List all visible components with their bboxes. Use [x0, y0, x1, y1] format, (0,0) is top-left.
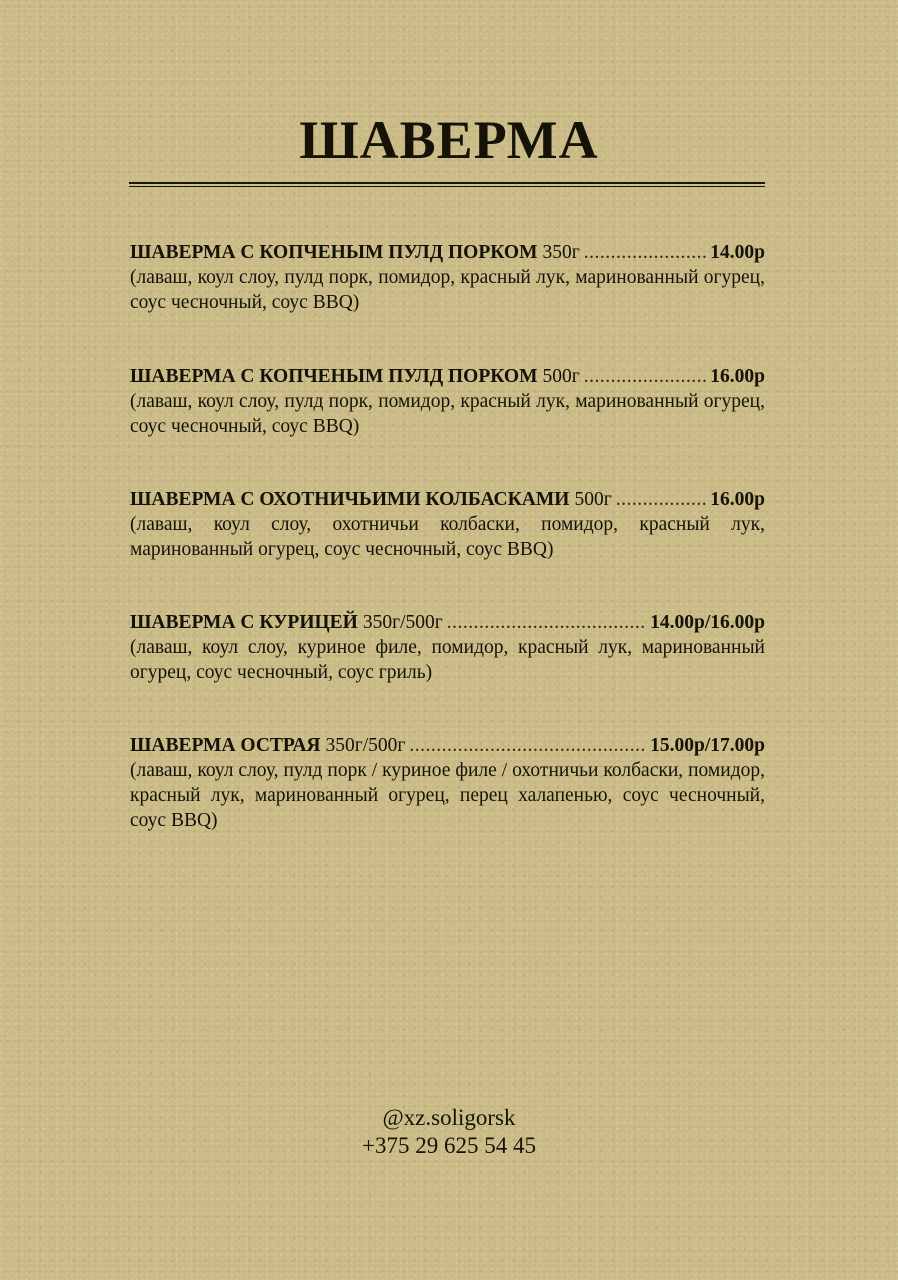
title-divider-thin: [129, 186, 765, 187]
title-divider-thick: [129, 182, 765, 184]
menu-item-header: [130, 610, 765, 635]
menu-item-description: (лаваш, коул слоу, охотничьи колбаски, помидор, красный лук, маринованный огурец, соус чесночный, соус BBQ): [130, 514, 765, 560]
dot-leader: [616, 487, 707, 512]
menu-item-header: [130, 364, 765, 389]
menu-item-weight: 350г: [542, 242, 580, 263]
menu-item: [130, 364, 765, 439]
menu-item: [130, 240, 765, 315]
menu-item-weight: 500г: [542, 366, 580, 387]
dot-leader: [584, 364, 707, 389]
menu-item-name: ШАВЕРМА ОСТРАЯ: [130, 735, 321, 756]
dot-leader: [584, 240, 707, 265]
dot-leader: [409, 733, 646, 758]
menu-item: [130, 610, 765, 685]
menu-item-name: ШАВЕРМА С КУРИЦЕЙ: [130, 612, 358, 633]
menu-item-description: (лаваш, коул слоу, пулд порк, помидор, красный лук, маринованный огурец, соус чесночный, соус BBQ): [130, 391, 765, 437]
menu-item-header: [130, 487, 765, 512]
menu-item: [130, 487, 765, 562]
page-title: ШАВЕРМА: [299, 110, 599, 170]
menu-item-header: [130, 733, 765, 758]
phone-number: +375 29 625 54 45: [362, 1133, 536, 1158]
menu-item-weight: 350г/500г: [362, 612, 443, 633]
menu-item-price: 14.00р: [710, 242, 765, 263]
menu-item-description: (лаваш, коул слоу, пулд порк / куриное филе / охотничьи колбаски, помидор, красный лук, маринованный огурец, перец халапенью, соус чесночный, соус BBQ): [130, 760, 765, 831]
menu-item-header: [130, 240, 765, 265]
menu-item-description: (лаваш, коул слоу, пулд порк, помидор, красный лук, маринованный огурец, соус чесночный, соус BBQ): [130, 267, 765, 313]
instagram-handle: @xz.soligorsk: [382, 1105, 516, 1130]
menu-item-price: 15.00р/17.00р: [650, 735, 765, 756]
menu-item-weight: 350г/500г: [325, 735, 406, 756]
menu-item-name: ШАВЕРМА С КОПЧЕНЫМ ПУЛД ПОРКОМ: [130, 366, 538, 387]
menu-item-name: ШАВЕРМА С КОПЧЕНЫМ ПУЛД ПОРКОМ: [130, 242, 538, 263]
menu-item-weight: 500г: [574, 489, 612, 510]
menu-item-price: 16.00р: [710, 489, 765, 510]
menu-item-name: ШАВЕРМА С ОХОТНИЧЬИМИ КОЛБАСКАМИ: [130, 489, 570, 510]
menu-item-price: 16.00р: [710, 366, 765, 387]
menu-item-description: (лаваш, коул слоу, куриное филе, помидор, красный лук, маринованный огурец, соус чесночный, соус гриль): [130, 637, 765, 683]
dot-leader: [447, 610, 646, 635]
menu-item-price: 14.00р/16.00р: [650, 612, 765, 633]
menu-item: [130, 733, 765, 833]
